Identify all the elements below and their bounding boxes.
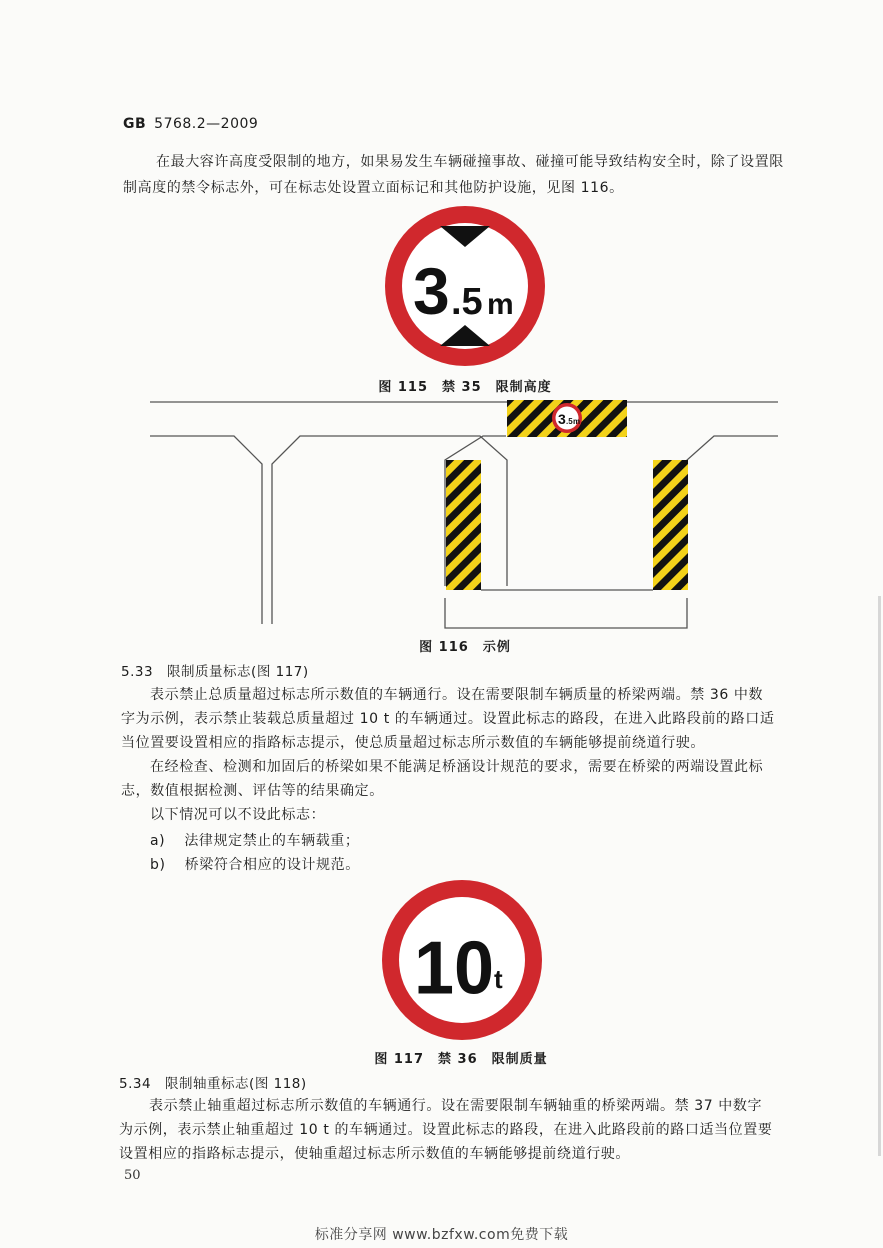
fig117-caption: 图 117 禁 36 限制质量 — [374, 1052, 548, 1067]
s534-p1-line1: 表示禁止轴重超过标志所示数值的车辆通行。设在需要限制车辆轴重的桥梁两端。禁 37 中数字 — [149, 1098, 763, 1114]
site-footer: 标准分享网 www.bzfxw.com免费下载 — [314, 1227, 569, 1243]
intro-line-2: 制高度的禁令标志外，可在标志处设置立面标记和其他防护设施，见图 116。 — [123, 180, 624, 196]
mass-limit-sign — [380, 878, 544, 1042]
s533-p2-line2: 志，数值根据检测、评估等的结果确定。 — [121, 783, 384, 799]
height-unit: m — [487, 288, 514, 321]
small-height-decimal: .5 — [566, 417, 573, 426]
list-item — [150, 854, 360, 874]
s534-p1-line2: 为示例，表示禁止轴重超过 10 t 的车辆通过。设置此标志的路段，在进入此路段前的路口适当位置要 — [119, 1122, 773, 1138]
small-height-number: 3 — [558, 411, 566, 427]
right-hazard-pillar — [653, 460, 688, 590]
list-item-text: 法律规定禁止的车辆载重； — [184, 833, 360, 849]
s534-p1-line3: 设置相应的指路标志提示，使轴重超过标志所示数值的车辆能够提前绕道行驶。 — [119, 1146, 630, 1162]
mass-number: 10 — [414, 924, 495, 1010]
standard-header — [123, 116, 258, 132]
s533-p1-line3: 当位置要设置相应的指路标志提示，使总质量超过标志所示数值的车辆能够提前绕道行驶。 — [121, 735, 705, 751]
bridge-diagram — [150, 398, 780, 630]
small-height-unit: m — [573, 417, 581, 426]
scan-edge-line — [878, 596, 881, 1156]
list-item-label: a) — [150, 833, 166, 849]
intro-line-1: 在最大容许高度受限制的地方，如果易发生车辆碰撞事故、碰撞可能导致结构安全时，除了设置限 — [156, 154, 784, 170]
fig116-caption: 图 116 示例 — [419, 640, 511, 655]
s533-p2-line1: 在经检查、检测和加固后的桥梁如果不能满足桥涵设计规范的要求，需要在桥梁的两端设置此标 — [150, 759, 764, 775]
section-534-heading: 5.34 限制轴重标志(图 118) — [119, 1076, 307, 1092]
mass-unit: t — [494, 964, 503, 994]
standard-prefix: GB — [123, 116, 147, 132]
s533-p1-line1: 表示禁止总质量超过标志所示数值的车辆通行。设在需要限制车辆质量的桥梁两端。禁 36 中数 — [150, 687, 764, 703]
list-item-text: 桥梁符合相应的设计规范。 — [184, 857, 360, 873]
s533-p1-line2: 字为示例，表示禁止装载总质量超过 10 t 的车辆通过。设置此标志的路段，在进入此路段前的路口适 — [121, 711, 775, 727]
s533-p3: 以下情况可以不设此标志： — [150, 807, 326, 823]
height-decimal: .5 — [451, 281, 483, 323]
section-533-heading: 5.33 限制质量标志(图 117) — [121, 664, 309, 680]
fig115-caption: 图 115 禁 35 限制高度 — [378, 380, 552, 395]
height-limit-sign — [383, 204, 547, 368]
height-number: 3 — [413, 254, 450, 328]
standard-number: 5768.2—2009 — [154, 116, 259, 132]
page-number: 50 — [124, 1168, 141, 1183]
list-item — [150, 830, 360, 850]
list-item-label: b) — [150, 857, 166, 873]
left-hazard-pillar — [446, 460, 481, 590]
